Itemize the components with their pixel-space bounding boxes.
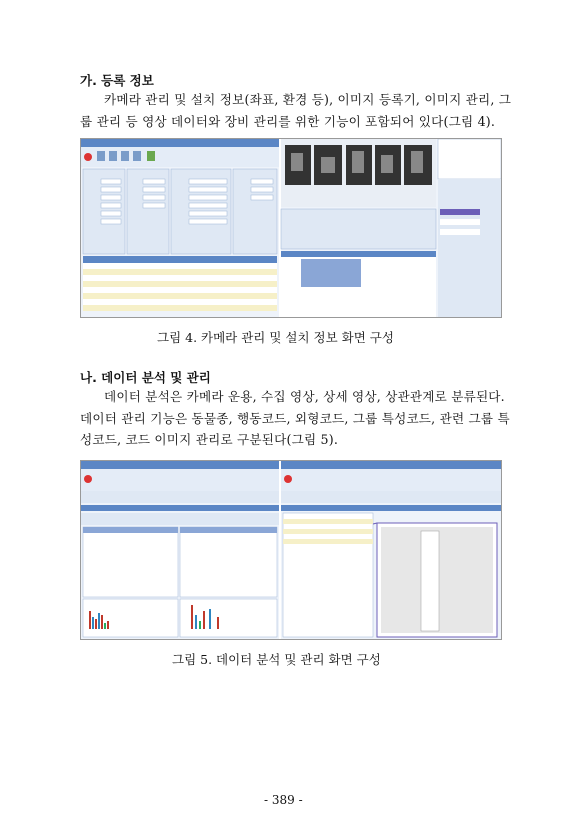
- page-number: - 389 -: [264, 793, 303, 807]
- paragraph-registration: [80, 89, 512, 132]
- figure-5-caption: 그림 5. 데이터 분석 및 관리 화면 구성: [172, 652, 381, 667]
- section-heading-analysis: 나. 데이터 분석 및 관리: [80, 370, 211, 385]
- paragraph-analysis: [80, 386, 510, 451]
- figure-4-image: [81, 139, 501, 317]
- paragraph-line: 데이터 분석은 카메라 운용, 수집 영상, 상세 영상, 상관관계로 분류된다.: [104, 389, 505, 404]
- section-heading-registration: 가. 등록 정보: [80, 73, 154, 88]
- figure-4-caption: 그림 4. 카메라 관리 및 설치 정보 화면 구성: [157, 330, 394, 345]
- figure-5-image: [81, 461, 501, 639]
- paragraph-line: 카메라 관리 및 설치 정보(좌표, 환경 등), 이미지 등록기, 이미지 관리, 그: [104, 92, 512, 107]
- paragraph-line: 룹 관리 등 영상 데이터와 장비 관리를 위한 기능이 포함되어 있다(그림 4).: [80, 113, 496, 129]
- figure-5-screenshot: [80, 460, 502, 640]
- paragraph-line: 데이터 관리 기능은 동물종, 행동코드, 외형코드, 그룹 특성코드, 관련 그룹 특: [80, 410, 510, 426]
- figure-4-screenshot: [80, 138, 502, 318]
- paragraph-line: 성코드, 코드 이미지 관리로 구분된다(그림 5).: [80, 432, 339, 447]
